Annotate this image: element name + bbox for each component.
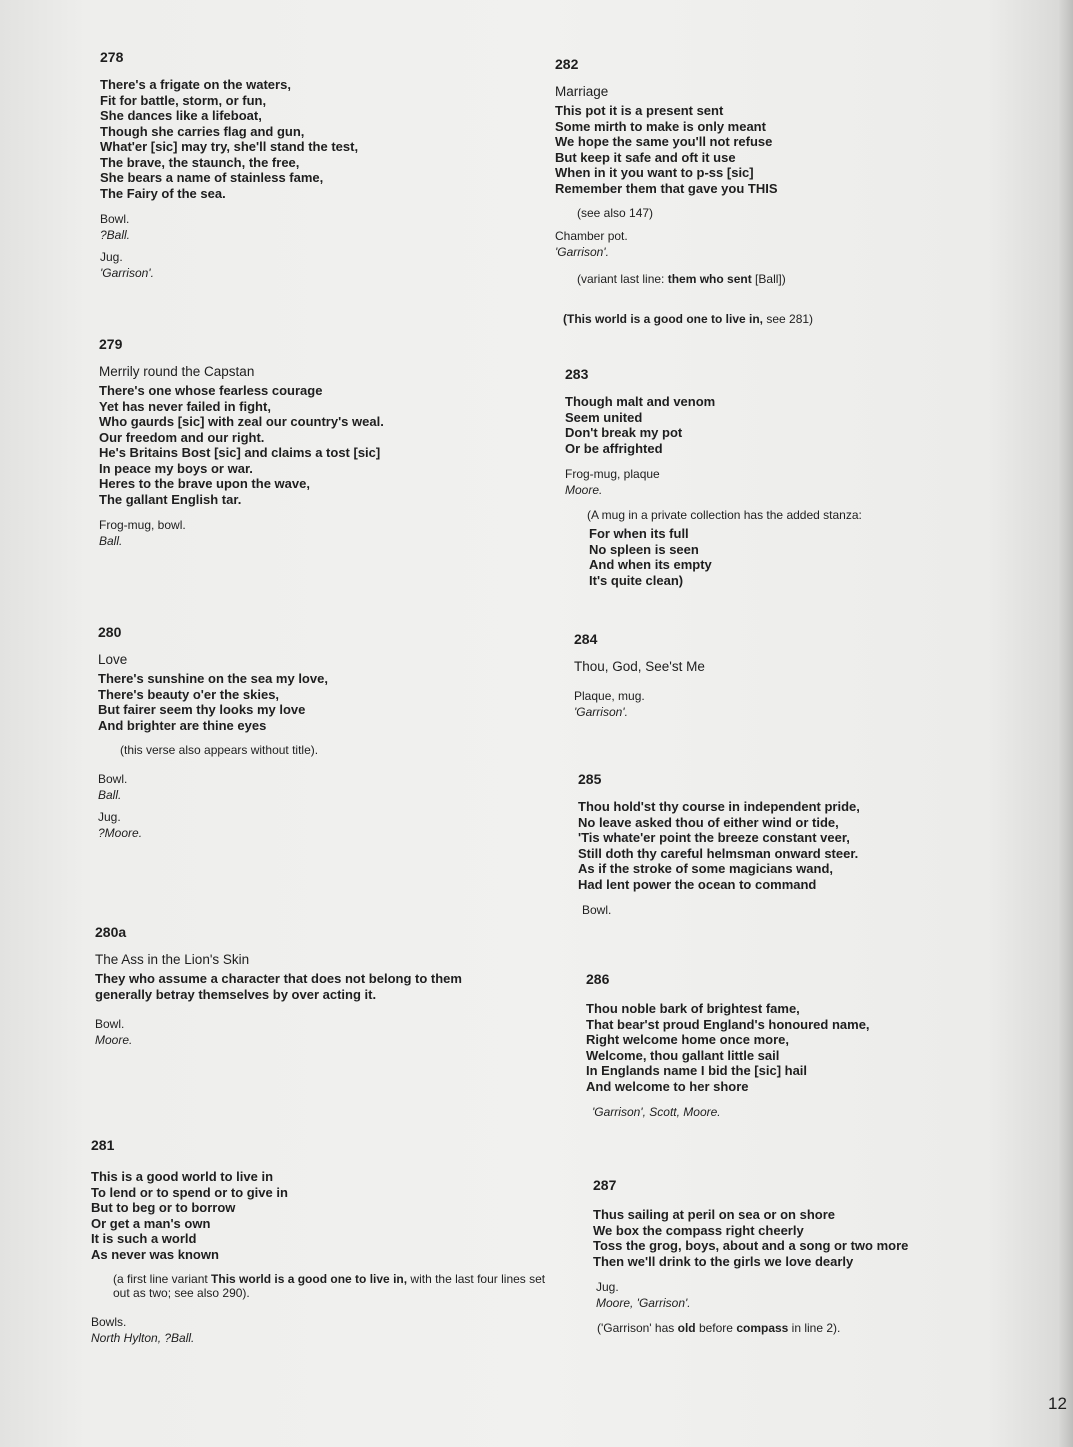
note-text: in line 2).	[788, 1321, 841, 1335]
note-emphasis: This world is a good one to live in,	[211, 1272, 408, 1286]
verse-line: Our freedom and our right.	[99, 429, 265, 445]
entry-284	[574, 631, 1044, 720]
verse-line: Seem united	[565, 409, 643, 425]
entry-number: 279	[99, 336, 123, 352]
verse-line: But keep it safe and oft it use	[555, 149, 736, 165]
source	[98, 771, 568, 803]
source-maker: Moore.	[565, 483, 603, 497]
source-object: Bowls.	[91, 1315, 127, 1329]
source-object: Plaque, mug.	[574, 689, 645, 703]
source-maker: ?Moore.	[98, 826, 143, 840]
note-emphasis: them who sent	[667, 272, 752, 286]
source-maker: ?Ball.	[100, 228, 131, 242]
variant-note	[577, 272, 1025, 286]
verse-line: And when its empty	[589, 557, 712, 572]
entry-number: 281	[91, 1137, 115, 1153]
source-maker: Moore, 'Garrison'.	[596, 1296, 691, 1310]
verse-line: Thou noble bark of brightest fame,	[586, 1001, 800, 1016]
entry-number: 285	[578, 771, 602, 787]
entry-283	[565, 366, 1035, 588]
verse-line: They who assume a character that does not belong to them	[95, 971, 462, 986]
verse-line: Though she carries flag and gun,	[100, 123, 305, 139]
verse	[98, 671, 568, 733]
note-text: (variant last line:	[577, 272, 668, 286]
verse-line: The brave, the staunch, the free,	[100, 154, 300, 170]
verse-line: 'Tis whate'er point the breeze constant veer,	[578, 830, 850, 845]
entry-number: 286	[586, 971, 610, 987]
source-maker: Ball.	[98, 788, 122, 802]
verse	[578, 799, 1048, 892]
source	[555, 228, 1025, 260]
source	[95, 1016, 545, 1048]
note-text: [Ball])	[751, 272, 786, 286]
entry-279	[99, 336, 569, 549]
verse-line: For when its full	[589, 526, 689, 541]
source-maker: 'Garrison', Scott, Moore.	[592, 1105, 721, 1119]
verse	[565, 394, 1035, 456]
verse-line: That bear'st proud England's honoured name,	[586, 1016, 870, 1032]
entry-280a	[95, 924, 545, 1048]
note-text: before	[695, 1321, 737, 1335]
verse-line: Or be affrighted	[565, 440, 663, 456]
verse-line: Toss the grog, boys, about and a song or two more	[593, 1238, 909, 1253]
entry-number: 287	[593, 1177, 617, 1193]
source-object: Frog-mug, bowl.	[99, 518, 186, 532]
entry-number: 283	[565, 366, 589, 382]
source	[592, 1104, 1056, 1120]
entry-281	[91, 1137, 561, 1346]
source-object: Bowl.	[100, 212, 130, 226]
verse	[95, 971, 545, 1002]
source-object: Chamber pot.	[555, 229, 628, 243]
verse-line: Or get a man's own	[91, 1215, 211, 1231]
verse-line: Some mirth to make is only meant	[555, 118, 766, 134]
verse-line: To lend or to spend or to give in	[91, 1184, 288, 1200]
source-object: Jug.	[596, 1280, 619, 1294]
entry-282	[555, 56, 1025, 294]
verse-line: Heres to the brave upon the wave,	[99, 476, 310, 491]
verse-line: There's one whose fearless courage	[99, 383, 323, 398]
source	[596, 1279, 1063, 1311]
source-object: Jug.	[100, 250, 123, 264]
source-maker: 'Garrison'.	[574, 705, 628, 719]
source-object: Frog-mug, plaque	[565, 467, 660, 481]
source	[98, 809, 568, 841]
editorial-note: (A mug in a private collection has the added stanza:	[587, 508, 862, 522]
verse-line: She bears a name of stainless fame,	[100, 170, 324, 185]
verse-line: The Fairy of the sea.	[100, 185, 226, 201]
note-text: with the last four lines set out as two; see also 290).	[113, 1272, 546, 1300]
verse	[100, 77, 570, 201]
verse-line: There's beauty o'er the skies,	[98, 686, 280, 702]
source	[91, 1314, 561, 1346]
source	[574, 688, 1044, 720]
verse-line: Yet has never failed in fight,	[99, 398, 271, 414]
verse-line: Had lent power the ocean to command	[578, 876, 817, 892]
verse-line: But to beg or to borrow	[91, 1200, 236, 1215]
verse-line: Thus sailing at peril on sea or on shore	[593, 1207, 835, 1222]
verse-line: Then we'll drink to the girls we love dearly	[593, 1253, 854, 1269]
entry-title: Love	[98, 652, 128, 667]
verse-line: The gallant English tar.	[99, 491, 242, 507]
verse-line: As if the stroke of some magicians wand,	[578, 861, 834, 876]
verse-line: Though malt and venom	[565, 394, 716, 409]
verse-line: And brighter are thine eyes	[98, 717, 267, 733]
entry-title: The Ass in the Lion's Skin	[95, 952, 250, 967]
entry-title: Thou, God, See'st Me	[574, 659, 705, 674]
entry-number: 280	[98, 624, 122, 640]
source	[565, 466, 1035, 498]
entry-280	[98, 624, 568, 841]
editorial-note	[113, 1272, 553, 1300]
verse-line: Fit for battle, storm, or fun,	[100, 92, 267, 108]
verse-line: As never was known	[91, 1246, 219, 1262]
entry-title: Marriage	[555, 84, 609, 99]
entry-287	[593, 1177, 1063, 1343]
verse	[593, 1207, 1063, 1269]
verse	[586, 1001, 1056, 1094]
verse-line: We hope the same you'll not refuse	[555, 134, 773, 149]
verse-line: Right welcome home once more,	[586, 1032, 789, 1047]
verse-line: There's a frigate on the waters,	[100, 77, 291, 92]
source	[99, 517, 569, 549]
editorial-note	[597, 1321, 1063, 1335]
verse-line: Don't break my pot	[565, 425, 683, 440]
verse	[555, 103, 1025, 196]
verse-line: Thou hold'st thy course in independent pride,	[578, 799, 860, 814]
verse-line: Remember them that gave you THIS	[555, 180, 778, 196]
verse-line: There's sunshine on the sea my love,	[98, 671, 328, 686]
entry-278	[100, 49, 570, 281]
source-object: Bowl.	[98, 772, 128, 786]
editorial-note: (this verse also appears without title).	[120, 743, 319, 757]
page-number: 12	[1048, 1394, 1067, 1413]
entry-number: 282	[555, 56, 579, 72]
verse-line: It's quite clean)	[589, 572, 684, 588]
verse-line: Welcome, thou gallant little sail	[586, 1047, 780, 1063]
entry-number: 280a	[95, 924, 127, 940]
source	[100, 211, 570, 243]
verse-line: We box the compass right cheerly	[593, 1222, 804, 1238]
cross-reference	[563, 312, 1033, 326]
source-maker: 'Garrison'.	[555, 245, 609, 259]
verse	[99, 383, 569, 507]
source-maker: Ball.	[99, 534, 123, 548]
entry-286	[586, 971, 1056, 1120]
source	[100, 249, 570, 281]
entry-number: 278	[100, 49, 124, 65]
note-emphasis: compass	[736, 1321, 789, 1335]
cross-ref-text: see 281)	[763, 312, 814, 326]
verse-line: Still doth thy careful helmsman onward steer.	[578, 845, 859, 861]
source-object: Bowl.	[582, 903, 612, 917]
entry-number: 284	[574, 631, 598, 647]
entry-285	[578, 771, 1048, 918]
source-maker: 'Garrison'.	[100, 266, 154, 280]
verse-line: It is such a world	[91, 1231, 197, 1246]
verse-line: Who gaurds [sic] with zeal our country's weal.	[99, 414, 384, 429]
verse-line: He's Britains Bost [sic] and claims a tost [sic]	[99, 445, 381, 460]
verse-line: This is a good world to live in	[91, 1169, 274, 1184]
note-emphasis: old	[677, 1321, 696, 1335]
verse-line: No leave asked thou of either wind or tide,	[578, 814, 839, 830]
source	[582, 902, 1048, 918]
source-maker: North Hylton, ?Ball.	[91, 1331, 195, 1345]
added-stanza	[589, 526, 1035, 588]
note-text: ('Garrison' has	[597, 1321, 678, 1335]
editorial-note: (see also 147)	[577, 206, 654, 220]
verse-line: When in it you want to p-ss [sic]	[555, 165, 754, 180]
verse-line: She dances like a lifeboat,	[100, 108, 262, 123]
cross-ref-emphasis: (This world is a good one to live in,	[563, 312, 764, 326]
source-object: Bowl.	[95, 1017, 125, 1031]
verse-line: generally betray themselves by over acting it.	[95, 986, 377, 1002]
verse-line: But fairer seem thy looks my love	[98, 702, 306, 717]
verse-line: What'er [sic] may try, she'll stand the test,	[100, 139, 359, 154]
source-maker: Moore.	[95, 1033, 133, 1047]
verse-line: In Englands name I bid the [sic] hail	[586, 1063, 808, 1078]
entry-title: Merrily round the Capstan	[99, 364, 255, 379]
verse-line: And welcome to her shore	[586, 1078, 749, 1094]
note-text: (a first line variant	[113, 1272, 212, 1286]
verse-line: In peace my boys or war.	[99, 460, 253, 476]
verse-line: No spleen is seen	[589, 541, 699, 557]
verse-line: This pot it is a present sent	[555, 103, 724, 118]
source-object: Jug.	[98, 810, 121, 824]
verse	[91, 1169, 561, 1262]
